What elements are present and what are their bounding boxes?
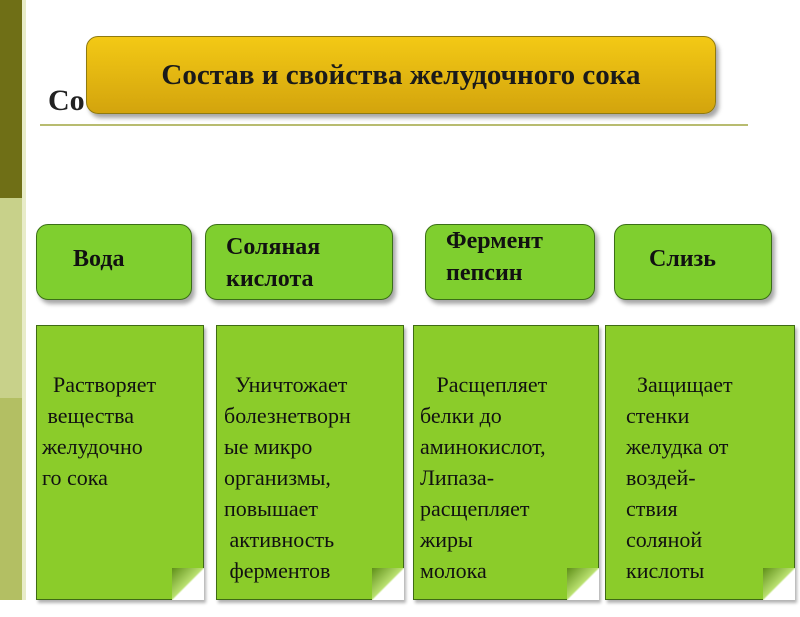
left-stripe-top <box>0 0 22 198</box>
component-hydrochloric-acid-box <box>205 224 393 300</box>
component-label-line: Слизь <box>649 246 716 272</box>
description-card-mucus <box>605 325 795 600</box>
title-banner <box>86 36 716 114</box>
description-card-water <box>36 325 204 600</box>
description-text: Уничтожает болезнетворн ые микро организмы, повышает активность ферментов <box>224 372 351 583</box>
slide-subtitle: Со <box>48 84 85 117</box>
title-text: Состав и свойства желудочного сока <box>161 58 641 91</box>
description-card-pepsin <box>413 325 599 600</box>
description-text: Расщепляет белки до аминокислот, Липаза- расщепляет жиры молока <box>420 372 548 583</box>
description-text: Растворяет вещества желудочно го сока <box>42 372 157 490</box>
page-curl-icon <box>567 568 599 600</box>
left-stripe-bottom <box>0 398 22 600</box>
component-label-line: пепсин <box>446 260 523 286</box>
divider-line <box>40 124 748 126</box>
left-stripe-middle <box>0 198 22 398</box>
component-label-line: кислота <box>226 266 314 292</box>
page-curl-icon <box>372 568 404 600</box>
component-pepsin-box <box>425 224 595 300</box>
component-water-box <box>36 224 192 300</box>
page-curl-icon <box>763 568 795 600</box>
component-label-line: Фермент <box>446 228 543 254</box>
left-stripe-edge <box>22 0 26 600</box>
component-label-line: Соляная <box>226 234 321 260</box>
description-card-hydrochloric-acid <box>216 325 404 600</box>
description-text: Защищает стенки желудка от воздей- ствия соляной кислоты <box>626 372 733 583</box>
page-curl-icon <box>172 568 204 600</box>
component-mucus-box <box>614 224 772 300</box>
component-label-line: Вода <box>73 246 125 272</box>
